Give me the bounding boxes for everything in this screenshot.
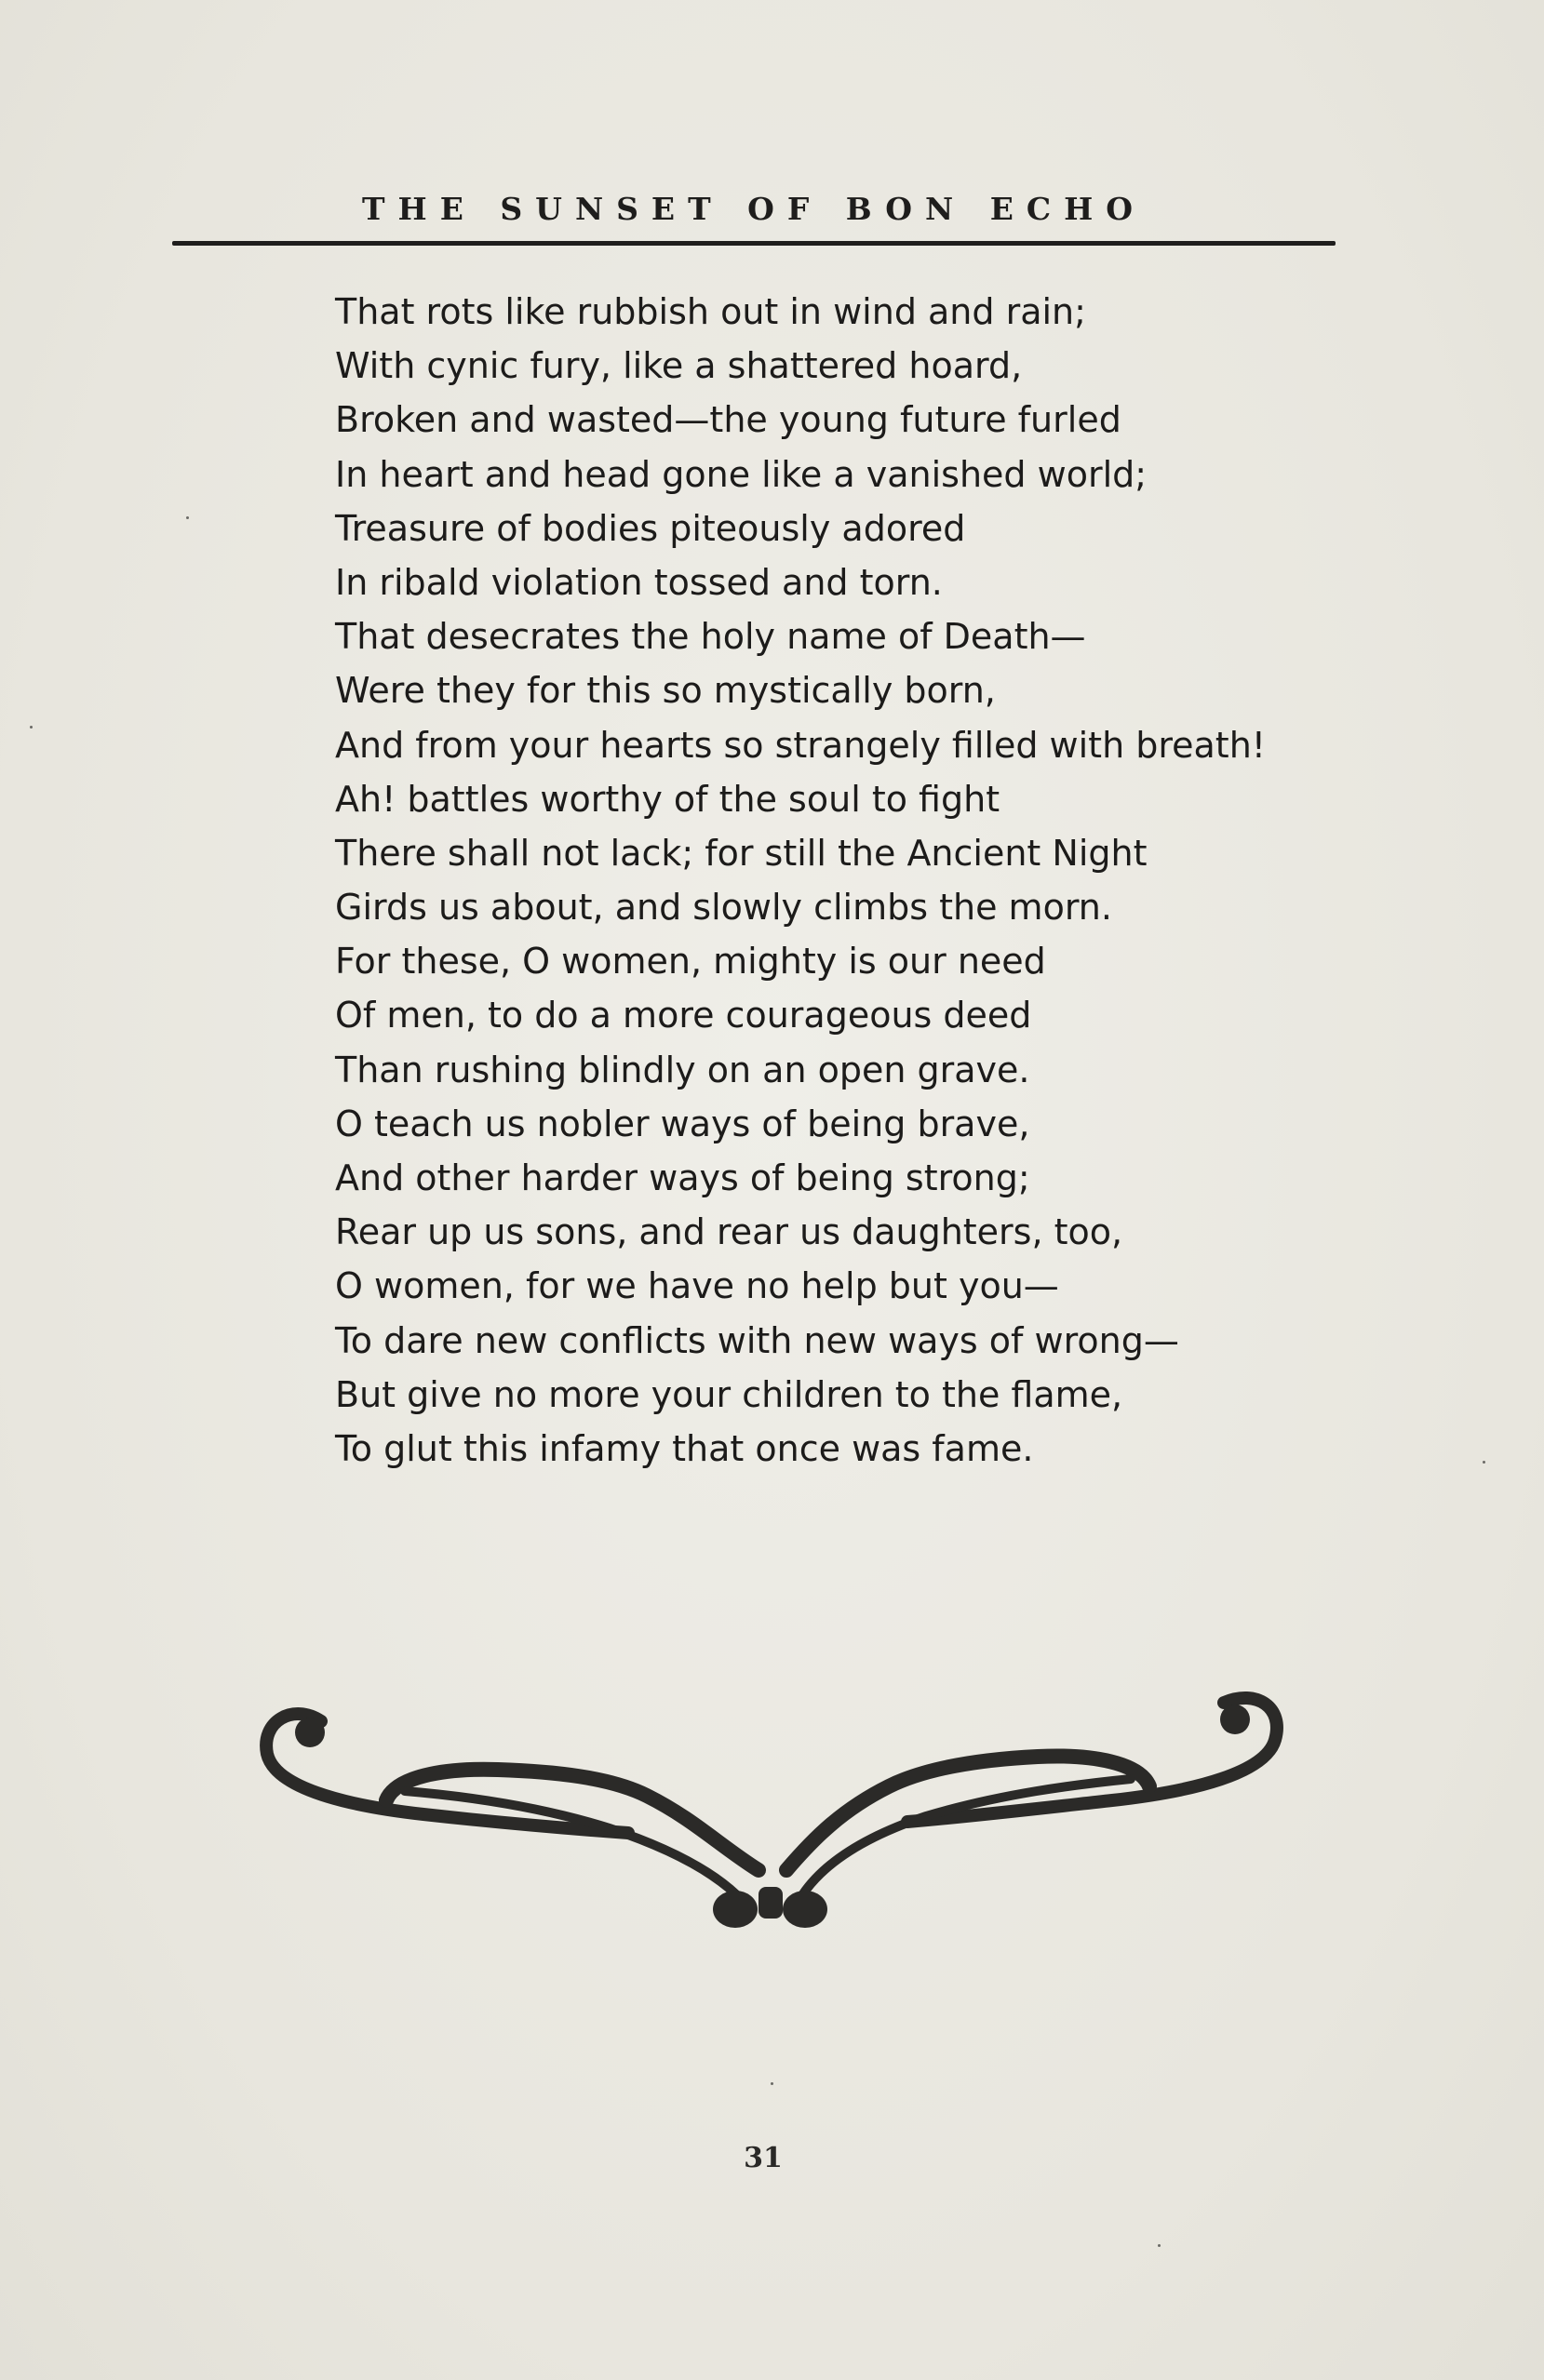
poem-line: Broken and wasted—the young future furled xyxy=(335,399,1121,441)
poem-line: O teach us nobler ways of being brave, xyxy=(335,1103,1030,1144)
paper-speck xyxy=(1483,1461,1485,1464)
running-head: THE SUNSET OF BON ECHO xyxy=(361,191,1147,227)
poem-line: Girds us about, and slowly climbs the morn. xyxy=(335,887,1112,929)
header-rule xyxy=(172,241,1336,246)
paper-speck xyxy=(186,516,189,519)
page-number: 31 xyxy=(744,2142,783,2174)
poem-line: O women, for we have no help but you— xyxy=(335,1265,1059,1307)
poem-line: That desecrates the holy name of Death— xyxy=(335,616,1086,658)
poem-line: And other harder ways of being strong; xyxy=(335,1157,1030,1198)
poem-line: In ribald violation tossed and torn. xyxy=(335,561,943,603)
poem-line: Were they for this so mystically born, xyxy=(335,670,996,712)
poem-line: Than rushing blindly on an open grave. xyxy=(335,1049,1030,1090)
poem-line: That rots like rubbish out in wind and rain; xyxy=(335,291,1086,332)
paper-speck xyxy=(1158,2244,1161,2247)
poem-line: Treasure of bodies piteously adored xyxy=(335,507,966,549)
poem-line: With cynic fury, like a shattered hoard, xyxy=(335,345,1023,387)
scroll-flourish-ornament-icon xyxy=(256,1665,1289,1935)
poem-line: Of men, to do a more courageous deed xyxy=(335,995,1032,1036)
poem-text xyxy=(335,285,1359,1476)
poem-line: Rear up us sons, and rear us daughters, too, xyxy=(335,1211,1123,1253)
poem-line: Ah! battles worthy of the soul to fight xyxy=(335,778,1000,820)
poem-line: To glut this infamy that once was fame. xyxy=(335,1427,1034,1469)
poem-line: And from your hearts so strangely filled with breath! xyxy=(335,724,1267,766)
poem-line: In heart and head gone like a vanished world; xyxy=(335,453,1148,495)
poem-line: But give no more your children to the flame, xyxy=(335,1373,1123,1415)
paper-speck xyxy=(30,726,33,729)
poem-line: To dare new conflicts with new ways of wrong— xyxy=(335,1319,1179,1361)
poem-line: There shall not lack; for still the Ancient Night xyxy=(335,832,1148,874)
poem-line: For these, O women, mighty is our need xyxy=(335,941,1046,983)
paper-speck xyxy=(771,2082,773,2085)
